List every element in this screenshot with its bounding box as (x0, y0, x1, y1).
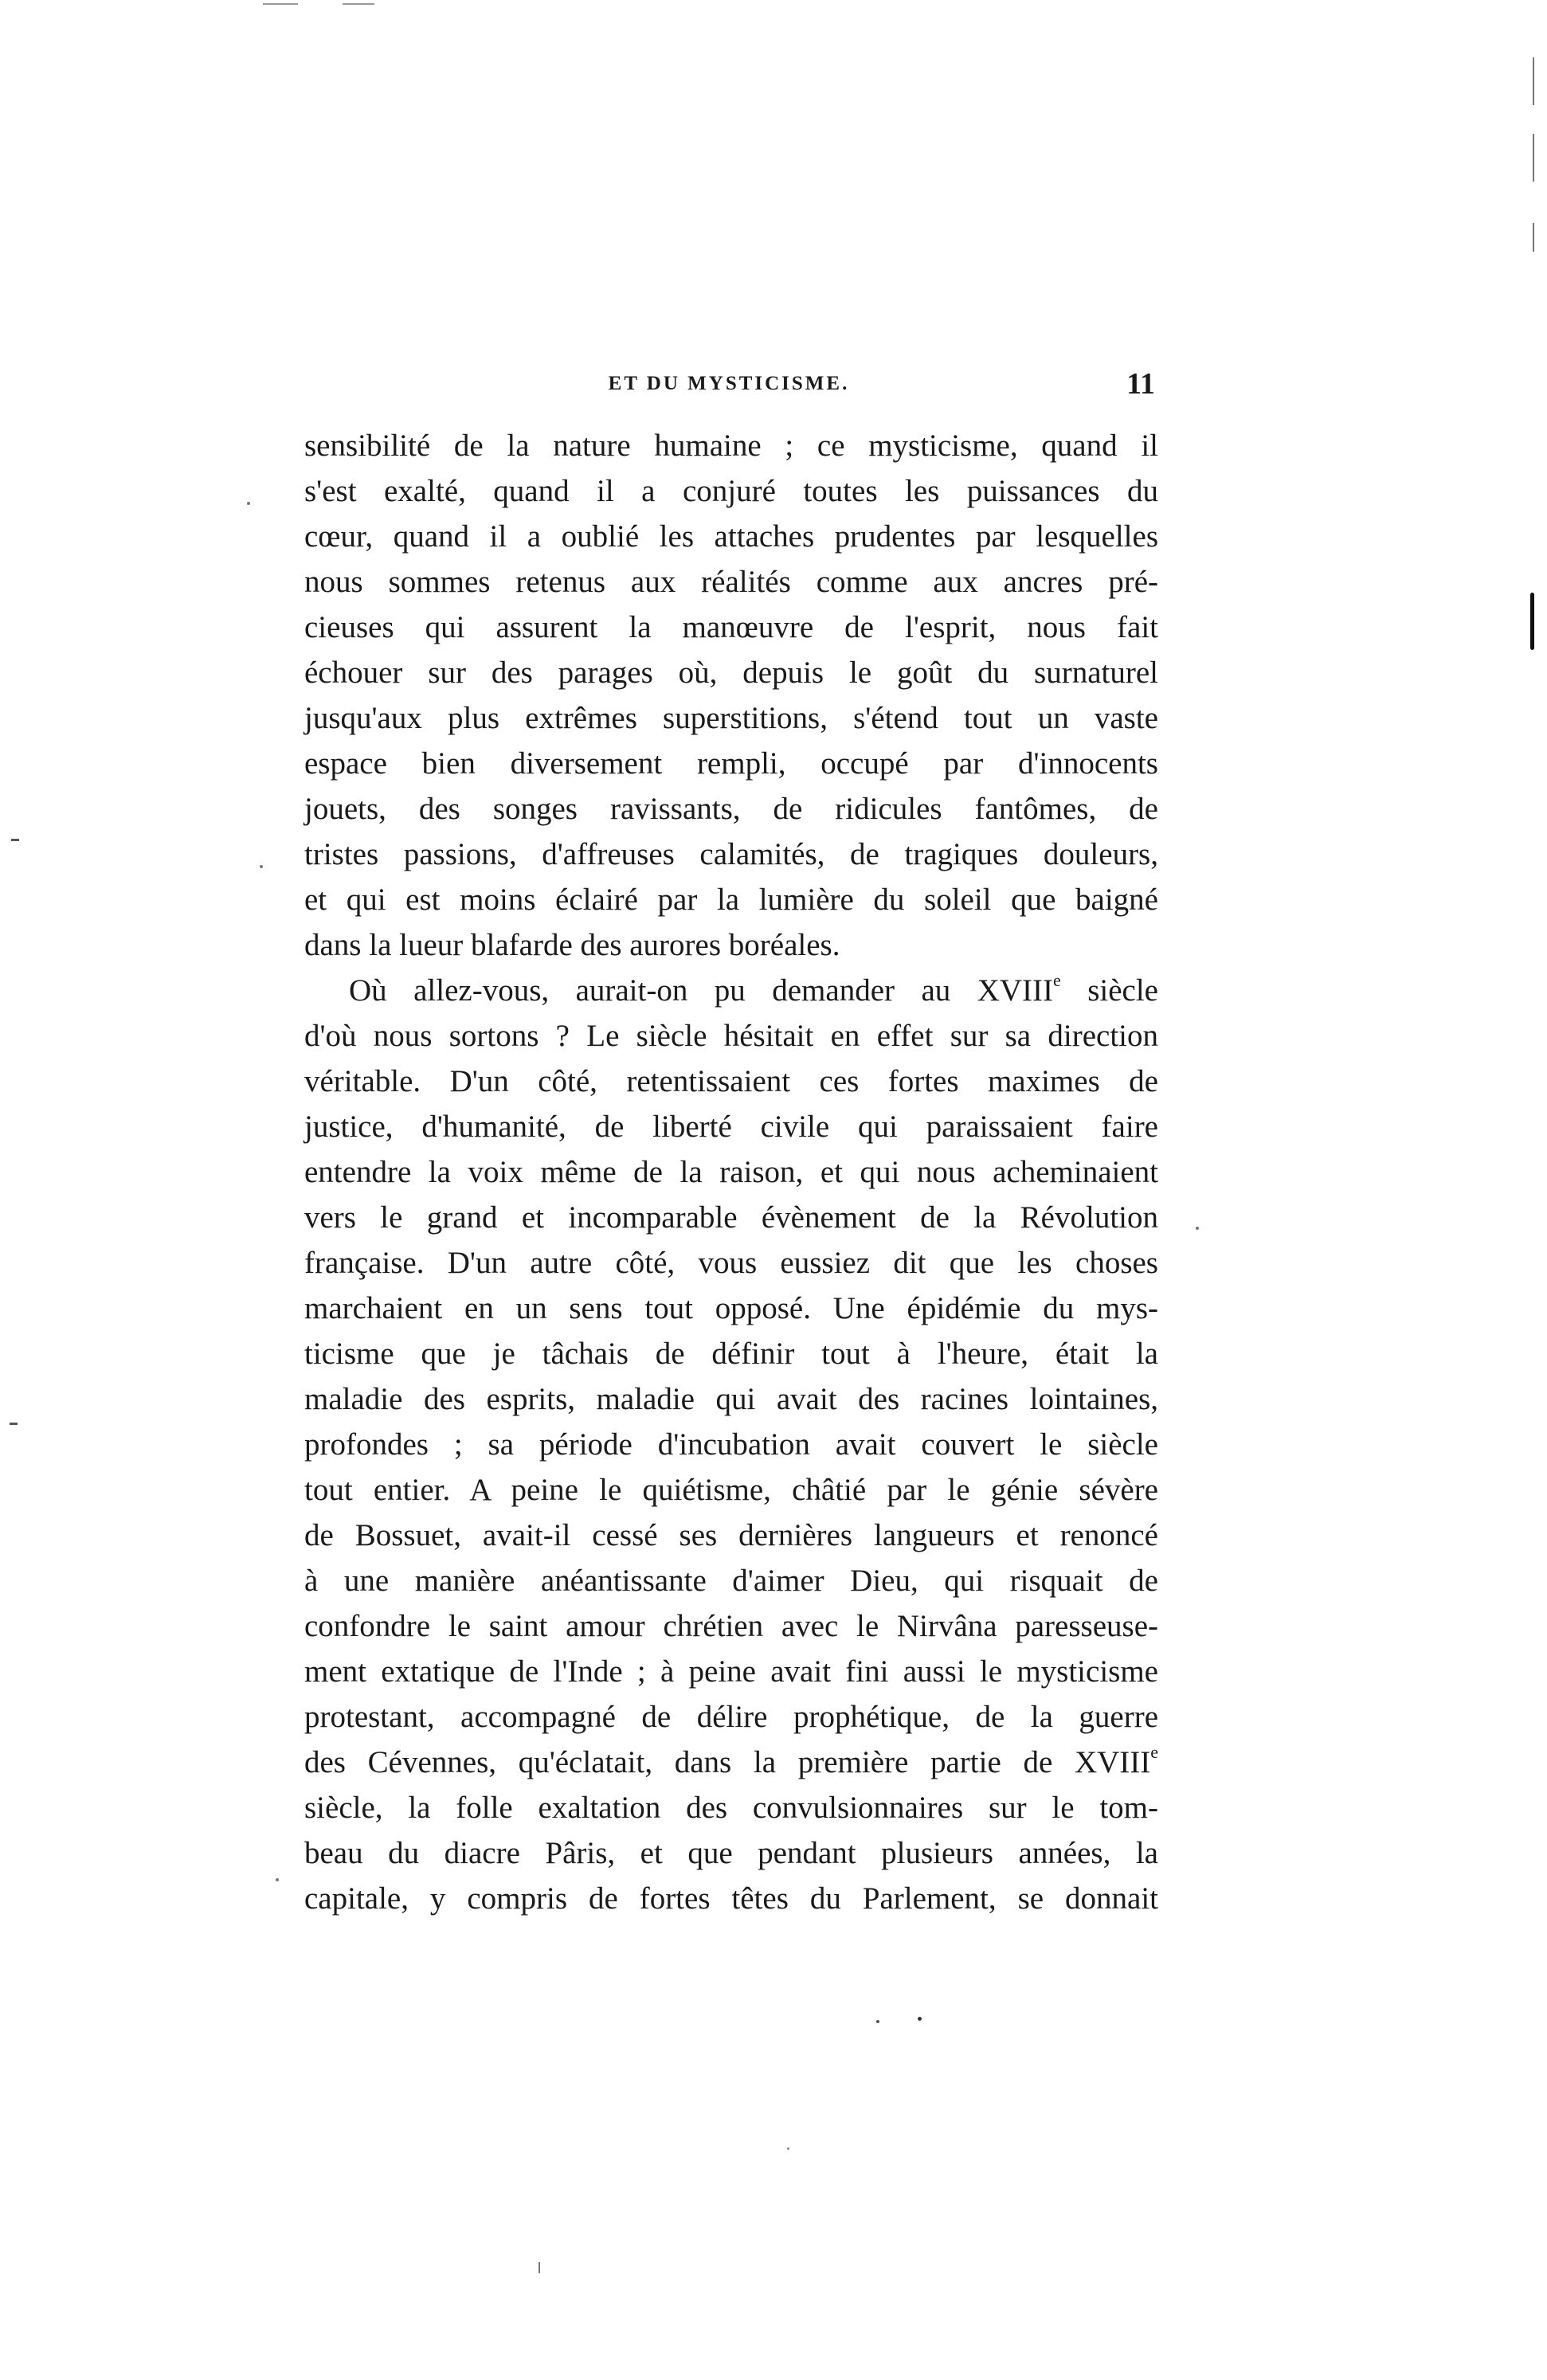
scan-artifact (539, 2262, 540, 2273)
text-line: jouets, des songes ravissants, de ridicules fantômes, de (304, 792, 1158, 826)
text-line: cieuses qui assurent la manœuvre de l'esprit, nous fait (304, 610, 1158, 644)
text-line: marchaient en un sens tout opposé. Une épidémie du mys- (304, 1291, 1158, 1325)
scan-artifact (247, 502, 250, 505)
body-text (304, 423, 1158, 1921)
scan-artifact (787, 2147, 789, 2150)
text-line: cœur, quand il a oublié les attaches prudentes par lesquelles (304, 519, 1158, 554)
text-line: nous sommes retenus aux réalités comme aux ancres pré- (304, 565, 1158, 599)
text-line: Où allez-vous, aurait-on pu demander au XVIIIe siècle (349, 970, 1158, 1008)
text-line: maladie des esprits, maladie qui avait des racines lointaines, (304, 1382, 1158, 1416)
text-line: française. D'un autre côté, vous eussiez dit que les choses (304, 1246, 1158, 1280)
text-line: vers le grand et incomparable évènement de la Révolution (304, 1200, 1158, 1235)
text-line: échouer sur des parages où, depuis le goût du surnaturel (304, 656, 1158, 690)
text-line: tout entier. A peine le quiétisme, châtié par le génie sévère (304, 1473, 1158, 1507)
scan-artifact (1533, 134, 1534, 182)
text-line: beau du diacre Pâris, et que pendant plusieurs années, la (304, 1836, 1158, 1870)
scan-artifact (276, 1878, 279, 1881)
scan-artifact (1530, 593, 1534, 650)
running-head (303, 367, 1155, 405)
text-line: confondre le saint amour chrétien avec le Nirvâna paresseuse- (304, 1609, 1158, 1643)
text-line: tristes passions, d'affreuses calamités, de tragiques douleurs, (304, 837, 1158, 871)
text-line: dans la lueur blafarde des aurores boréales. (304, 928, 840, 962)
scan-artifact (876, 2020, 879, 2023)
page-number: 11 (1126, 367, 1155, 401)
text-line: d'où nous sortons ? Le siècle hésitait en effet sur sa direction (304, 1019, 1158, 1053)
text-line: ticisme que je tâchais de définir tout à l'heure, était la (304, 1337, 1158, 1371)
text-line: véritable. D'un côté, retentissaient ces fortes maximes de (304, 1064, 1158, 1098)
text-line: jusqu'aux plus extrêmes superstitions, s'étend tout un vaste (304, 701, 1158, 735)
text-line: et qui est moins éclairé par la lumière du soleil que baigné (304, 883, 1158, 917)
scan-artifact (1196, 1227, 1199, 1230)
scan-artifact (918, 2017, 922, 2021)
text-line: profondes ; sa période d'incubation avait couvert le siècle (304, 1427, 1158, 1462)
text-line: des Cévennes, qu'éclatait, dans la première partie de XVIIIe (304, 1742, 1158, 1779)
text-line: justice, d'humanité, de liberté civile qui paraissaient faire (304, 1110, 1158, 1144)
text-line: s'est exalté, quand il a conjuré toutes les puissances du (304, 474, 1158, 508)
running-title: ET DU MYSTICISME. (608, 373, 850, 394)
scan-artifact (260, 865, 263, 868)
text-line: de Bossuet, avait-il cessé ses dernières langueurs et renoncé (304, 1518, 1158, 1552)
text-line: siècle, la folle exaltation des convulsionnaires sur le tom- (304, 1791, 1158, 1825)
scan-artifact (1533, 223, 1534, 252)
text-line: protestant, accompagné de délire prophétique, de la guerre (304, 1700, 1158, 1734)
text-line: à une manière anéantissante d'aimer Dieu, qui risquait de (304, 1564, 1158, 1598)
text-line: entendre la voix même de la raison, et qui nous acheminaient (304, 1155, 1158, 1189)
scan-artifact (11, 839, 19, 841)
text-line: capitale, y compris de fortes têtes du Parlement, se donnait (304, 1881, 1158, 1916)
text-line: ment extatique de l'Inde ; à peine avait fini aussi le mysticisme (304, 1654, 1158, 1689)
scan-artifact (1533, 57, 1534, 105)
text-line: espace bien diversement rempli, occupé par d'innocents (304, 746, 1158, 781)
text-line: sensibilité de la nature humaine ; ce mysticisme, quand il (304, 429, 1158, 463)
scan-artifact (263, 3, 298, 5)
scan-artifact (343, 3, 374, 5)
scan-artifact (10, 1423, 18, 1425)
